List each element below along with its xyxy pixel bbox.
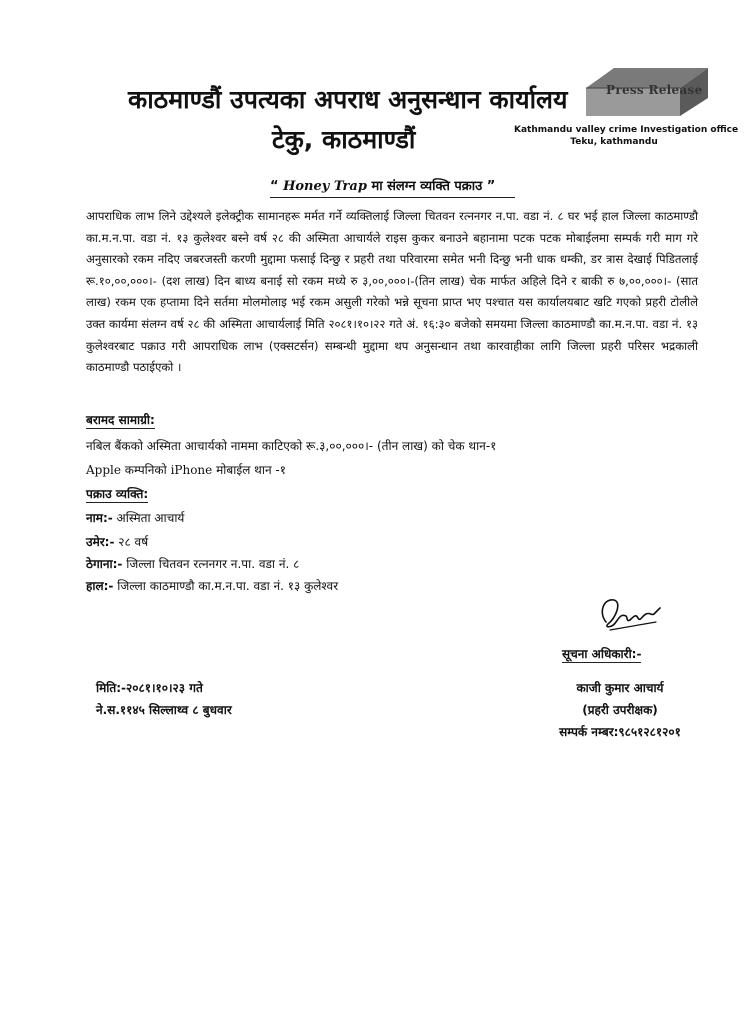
headline-nepali: मा संलग्न व्यक्ति पक्राउ ” (366, 179, 496, 194)
arrested-address (86, 556, 299, 572)
office-name-english (514, 124, 739, 148)
arrested-person-heading: पक्राउ व्यक्ति: (86, 487, 149, 501)
name-label: नाम:- (86, 511, 113, 525)
recovered-item-cheque: नबिल बैंकको अस्मिता आचार्यको नाममा काटिएको रू.३,००,०००।- (तीन लाख) को चेक थान-१ (86, 439, 497, 453)
phone-count: मोबाईल थान -१ (212, 463, 286, 477)
office-name-en-line: Kathmandu valley crime Investigation office (514, 125, 739, 135)
address-value: जिल्ला चितवन रत्ननगर न.पा. वडा नं. ८ (122, 557, 300, 571)
info-officer-label: सूचना अधिकारी:- (562, 647, 642, 661)
phone-model: iPhone (170, 463, 213, 477)
arrested-name (86, 510, 184, 526)
headline-open-quote: “ (270, 179, 284, 194)
current-address-label: हाल:- (86, 579, 114, 593)
body-paragraph: आपराधिक लाभ लिने उद्देश्यले इलेक्ट्रीक सामानहरू मर्मत गर्ने व्यक्तिलाई जिल्ला चितवन रत्ननगर न.पा. वडा नं. ८ घर भई हाल जिल्ला काठमाण्डौ का.म.न.पा. वडा नं. १३ कुलेश्वर बस्ने वर्ष २८ की अस्मिता आचार्यले राइस कुकर बनाउने बहानामा पटक पटक मोबाईलमा सम्पर्क गरी माग गरे अनुसारको रकम नदिए जबरजस्ती करणी मुद्दामा फसाई दिन्छु र प्रहरी तथा परिवारमा समेत भनी दिन्छु भनी धाक धम्की, डर त्रास देखाई पिडितलाई रू.१०,००,०००।- (दश लाख) दिन बाध्य बनाई सो रकम मध्ये रु ३,००,०००।-(तिन लाख) चेक मार्फत अहिले दिने र बाकी रु ७,००,०००।- (सात लाख) रकम एक हप्तामा दिने सर्तमा मोलमोलाइ भई रकम असुली गरेको भन्ने सूचना प्राप्त भए पश्चात यस कार्यालयबाट खटि गएको प्रहरी टोलीले उक्त कार्यमा संलग्न वर्ष २८ की अस्मिता आचार्यलाई मिति २०८१।१०।२२ गते अं. १६:३० बजेको समयमा जिल्ला काठमाण्डौ का.म.न.पा. वडा नं. १३ कुलेश्वरबाट पक्राउ गरी आपराधिक लाभ (एक्सटर्सन) सम्बन्धी मुद्दामा थप अनुसन्धान तथा कारवाहीका लागि जिल्ला प्रहरी परिसर भद्रकाली काठमाण्डौ पठाईएको । (86, 209, 699, 375)
officer-name: काजी कुमार आचार्य (576, 681, 664, 695)
address-label: ठेगाना:- (86, 557, 123, 571)
date-bs: मिति:-२०८१।१०।२३ गते (96, 681, 203, 695)
name-value: अस्मिता आचार्य (112, 511, 185, 525)
headline (270, 176, 495, 194)
officer-signature (594, 592, 664, 634)
phone-brand: Apple (86, 463, 121, 477)
phone-company: कम्पनिको (120, 463, 171, 477)
recovered-item-phone (86, 462, 286, 478)
office-location-en-line: Teku, kathmandu (570, 137, 658, 147)
age-label: उमेर:- (86, 535, 115, 549)
recovered-items-heading: बरामद सामाग्री: (86, 413, 155, 427)
officer-contact: सम्पर्क नम्बर:९८५१२८१२०१ (559, 725, 681, 739)
office-name: काठमाण्डौं उपत्यका अपराध अनुसन्धान कार्यालय (128, 85, 568, 114)
headline-english: Honey Trap (283, 179, 367, 194)
press-release-label: Press Release (606, 83, 703, 97)
age-value: २८ वर्ष (114, 535, 149, 549)
officer-rank: (प्रहरी उपरीक्षक) (582, 703, 658, 717)
headline-underline (270, 197, 515, 198)
office-location: टेकु, काठमाण्डौं (272, 125, 416, 154)
arrested-age (86, 534, 148, 550)
arrested-current-address (86, 578, 338, 594)
current-address-value: जिल्ला काठमाण्डौ का.म.न.पा. वडा नं. १३ कुलेश्वर (113, 579, 339, 593)
date-ns: ने.स.११४५ सिल्लाथ्व ८ बुधवार (96, 703, 232, 717)
